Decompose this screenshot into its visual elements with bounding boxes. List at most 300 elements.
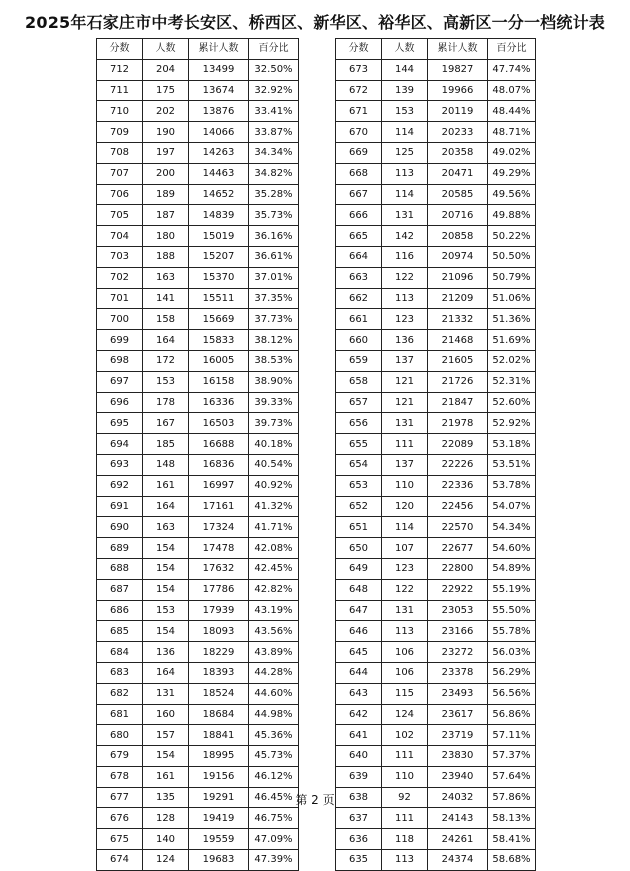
count-cell: 114 <box>382 517 428 538</box>
cumulative-cell: 23940 <box>428 766 488 787</box>
cumulative-cell: 18093 <box>189 621 249 642</box>
score-cell: 658 <box>336 371 382 392</box>
score-cell: 678 <box>97 766 143 787</box>
cumulative-cell: 18393 <box>189 662 249 683</box>
table-row <box>336 288 536 309</box>
percent-cell: 55.19% <box>488 579 536 600</box>
table-row <box>336 642 536 663</box>
table-row <box>336 766 536 787</box>
count-cell: 189 <box>143 184 189 205</box>
percent-cell: 54.07% <box>488 496 536 517</box>
table-row <box>336 163 536 184</box>
count-cell: 154 <box>143 538 189 559</box>
percent-cell: 36.61% <box>249 246 299 267</box>
table-row <box>336 496 536 517</box>
count-cell: 202 <box>143 101 189 122</box>
cumulative-cell: 15019 <box>189 226 249 247</box>
cumulative-cell: 19559 <box>189 829 249 850</box>
percent-cell: 51.06% <box>488 288 536 309</box>
cumulative-cell: 21726 <box>428 371 488 392</box>
score-cell: 656 <box>336 413 382 434</box>
cumulative-cell: 16836 <box>189 454 249 475</box>
cumulative-cell: 17324 <box>189 517 249 538</box>
cumulative-cell: 22677 <box>428 538 488 559</box>
cumulative-cell: 18684 <box>189 704 249 725</box>
cumulative-cell: 23617 <box>428 704 488 725</box>
score-cell: 651 <box>336 517 382 538</box>
score-cell: 711 <box>97 80 143 101</box>
percent-cell: 55.50% <box>488 600 536 621</box>
percent-cell: 56.56% <box>488 683 536 704</box>
count-cell: 164 <box>143 662 189 683</box>
score-cell: 696 <box>97 392 143 413</box>
count-cell: 144 <box>382 59 428 80</box>
cumulative-cell: 21468 <box>428 330 488 351</box>
percent-cell: 38.12% <box>249 330 299 351</box>
table-row <box>336 579 536 600</box>
table-row <box>97 371 299 392</box>
score-cell: 647 <box>336 600 382 621</box>
table-row <box>336 205 536 226</box>
cumulative-cell: 16997 <box>189 475 249 496</box>
score-cell: 676 <box>97 808 143 829</box>
score-cell: 662 <box>336 288 382 309</box>
score-cell: 639 <box>336 766 382 787</box>
score-cell: 682 <box>97 683 143 704</box>
score-cell: 710 <box>97 101 143 122</box>
cumulative-cell: 22089 <box>428 434 488 455</box>
page-number: 第 2 页 <box>295 793 335 807</box>
percent-cell: 57.37% <box>488 746 536 767</box>
table-row <box>97 621 299 642</box>
table-row <box>336 392 536 413</box>
score-cell: 698 <box>97 350 143 371</box>
table-body <box>336 59 536 870</box>
percent-cell: 49.88% <box>488 205 536 226</box>
score-cell: 694 <box>97 434 143 455</box>
count-cell: 136 <box>143 642 189 663</box>
score-cell: 681 <box>97 704 143 725</box>
count-cell: 114 <box>382 184 428 205</box>
header-score: 分数 <box>97 39 143 60</box>
table-row <box>336 226 536 247</box>
table-row <box>97 850 299 871</box>
percent-cell: 49.56% <box>488 184 536 205</box>
cumulative-cell: 22456 <box>428 496 488 517</box>
count-cell: 142 <box>382 226 428 247</box>
table-row <box>336 662 536 683</box>
cumulative-cell: 14066 <box>189 122 249 143</box>
percent-cell: 52.60% <box>488 392 536 413</box>
percent-cell: 50.79% <box>488 267 536 288</box>
percent-cell: 32.50% <box>249 59 299 80</box>
count-cell: 131 <box>382 413 428 434</box>
percent-cell: 33.87% <box>249 122 299 143</box>
score-cell: 679 <box>97 746 143 767</box>
score-cell: 683 <box>97 662 143 683</box>
score-cell: 689 <box>97 538 143 559</box>
cumulative-cell: 17161 <box>189 496 249 517</box>
count-cell: 131 <box>143 683 189 704</box>
percent-cell: 57.11% <box>488 725 536 746</box>
cumulative-cell: 14463 <box>189 163 249 184</box>
score-cell: 667 <box>336 184 382 205</box>
score-cell: 673 <box>336 59 382 80</box>
percent-cell: 41.71% <box>249 517 299 538</box>
count-cell: 123 <box>382 558 428 579</box>
count-cell: 113 <box>382 163 428 184</box>
cumulative-cell: 17939 <box>189 600 249 621</box>
table-row <box>97 59 299 80</box>
table-row <box>97 205 299 226</box>
table-row <box>97 309 299 330</box>
table-row <box>336 850 536 871</box>
score-cell: 640 <box>336 746 382 767</box>
cumulative-cell: 20119 <box>428 101 488 122</box>
cumulative-cell: 24374 <box>428 850 488 871</box>
percent-cell: 49.02% <box>488 142 536 163</box>
score-cell: 697 <box>97 371 143 392</box>
percent-cell: 53.78% <box>488 475 536 496</box>
percent-cell: 43.89% <box>249 642 299 663</box>
table-row <box>336 246 536 267</box>
count-cell: 197 <box>143 142 189 163</box>
cumulative-cell: 21096 <box>428 267 488 288</box>
score-cell: 703 <box>97 246 143 267</box>
cumulative-cell: 17786 <box>189 579 249 600</box>
cumulative-cell: 21332 <box>428 309 488 330</box>
count-cell: 135 <box>143 787 189 808</box>
count-cell: 164 <box>143 496 189 517</box>
table-row <box>97 330 299 351</box>
table-row <box>336 142 536 163</box>
score-cell: 642 <box>336 704 382 725</box>
table-row <box>336 600 536 621</box>
cumulative-cell: 23378 <box>428 662 488 683</box>
count-cell: 178 <box>143 392 189 413</box>
count-cell: 111 <box>382 808 428 829</box>
percent-cell: 35.28% <box>249 184 299 205</box>
count-cell: 140 <box>143 829 189 850</box>
percent-cell: 46.75% <box>249 808 299 829</box>
count-cell: 118 <box>382 829 428 850</box>
cumulative-cell: 20358 <box>428 142 488 163</box>
percent-cell: 55.78% <box>488 621 536 642</box>
count-cell: 153 <box>143 371 189 392</box>
score-cell: 700 <box>97 309 143 330</box>
score-cell: 691 <box>97 496 143 517</box>
percent-cell: 44.28% <box>249 662 299 683</box>
count-cell: 190 <box>143 122 189 143</box>
cumulative-cell: 23053 <box>428 600 488 621</box>
score-cell: 668 <box>336 163 382 184</box>
header-count: 人数 <box>143 39 189 60</box>
percent-cell: 45.36% <box>249 725 299 746</box>
table-row <box>97 454 299 475</box>
percent-cell: 32.92% <box>249 80 299 101</box>
count-cell: 122 <box>382 579 428 600</box>
count-cell: 167 <box>143 413 189 434</box>
cumulative-cell: 15833 <box>189 330 249 351</box>
table-row <box>336 309 536 330</box>
cumulative-cell: 15511 <box>189 288 249 309</box>
score-cell: 669 <box>336 142 382 163</box>
percent-cell: 58.41% <box>488 829 536 850</box>
score-cell: 643 <box>336 683 382 704</box>
cumulative-cell: 21209 <box>428 288 488 309</box>
percent-cell: 47.39% <box>249 850 299 871</box>
cumulative-cell: 15370 <box>189 267 249 288</box>
table-row <box>97 746 299 767</box>
percent-cell: 43.56% <box>249 621 299 642</box>
score-cell: 706 <box>97 184 143 205</box>
score-cell: 637 <box>336 808 382 829</box>
count-cell: 154 <box>143 579 189 600</box>
table-row <box>336 704 536 725</box>
table-row <box>97 434 299 455</box>
score-cell: 677 <box>97 787 143 808</box>
count-cell: 106 <box>382 642 428 663</box>
table-row <box>97 558 299 579</box>
table-row <box>97 600 299 621</box>
percent-cell: 56.86% <box>488 704 536 725</box>
percent-cell: 34.82% <box>249 163 299 184</box>
table-row <box>336 829 536 850</box>
percent-cell: 37.35% <box>249 288 299 309</box>
table-row <box>97 662 299 683</box>
score-cell: 680 <box>97 725 143 746</box>
percent-cell: 53.51% <box>488 454 536 475</box>
percent-cell: 52.31% <box>488 371 536 392</box>
count-cell: 154 <box>143 621 189 642</box>
table-row <box>97 517 299 538</box>
count-cell: 123 <box>382 309 428 330</box>
percent-cell: 39.73% <box>249 413 299 434</box>
percent-cell: 34.34% <box>249 142 299 163</box>
score-cell: 685 <box>97 621 143 642</box>
count-cell: 120 <box>382 496 428 517</box>
header-percent: 百分比 <box>488 39 536 60</box>
percent-cell: 48.07% <box>488 80 536 101</box>
score-cell: 705 <box>97 205 143 226</box>
cumulative-cell: 13499 <box>189 59 249 80</box>
table-row <box>336 59 536 80</box>
cumulative-cell: 15207 <box>189 246 249 267</box>
score-table-right <box>335 38 536 871</box>
count-cell: 163 <box>143 267 189 288</box>
table-row <box>336 371 536 392</box>
table-row <box>336 808 536 829</box>
count-cell: 113 <box>382 850 428 871</box>
count-cell: 141 <box>143 288 189 309</box>
count-cell: 131 <box>382 600 428 621</box>
table-row <box>336 621 536 642</box>
table-row <box>336 122 536 143</box>
count-cell: 121 <box>382 371 428 392</box>
table-row <box>336 413 536 434</box>
count-cell: 110 <box>382 475 428 496</box>
table-row <box>97 725 299 746</box>
percent-cell: 52.92% <box>488 413 536 434</box>
cumulative-cell: 18995 <box>189 746 249 767</box>
score-cell: 645 <box>336 642 382 663</box>
cumulative-cell: 22570 <box>428 517 488 538</box>
table-row <box>336 725 536 746</box>
score-cell: 644 <box>336 662 382 683</box>
cumulative-cell: 17632 <box>189 558 249 579</box>
table-row <box>97 288 299 309</box>
table-header-row <box>336 39 536 60</box>
table-row <box>97 579 299 600</box>
table-row <box>97 246 299 267</box>
cumulative-cell: 19827 <box>428 59 488 80</box>
table-row <box>97 704 299 725</box>
table-row <box>97 766 299 787</box>
count-cell: 185 <box>143 434 189 455</box>
count-cell: 137 <box>382 454 428 475</box>
cumulative-cell: 16503 <box>189 413 249 434</box>
percent-cell: 39.33% <box>249 392 299 413</box>
count-cell: 136 <box>382 330 428 351</box>
score-cell: 690 <box>97 517 143 538</box>
count-cell: 153 <box>382 101 428 122</box>
score-cell: 650 <box>336 538 382 559</box>
cumulative-cell: 18524 <box>189 683 249 704</box>
count-cell: 154 <box>143 746 189 767</box>
score-cell: 674 <box>97 850 143 871</box>
percent-cell: 42.82% <box>249 579 299 600</box>
percent-cell: 45.73% <box>249 746 299 767</box>
cumulative-cell: 19966 <box>428 80 488 101</box>
cumulative-cell: 19291 <box>189 787 249 808</box>
percent-cell: 40.18% <box>249 434 299 455</box>
count-cell: 131 <box>382 205 428 226</box>
score-table-left <box>96 38 299 871</box>
cumulative-cell: 23166 <box>428 621 488 642</box>
percent-cell: 56.03% <box>488 642 536 663</box>
score-cell: 707 <box>97 163 143 184</box>
count-cell: 92 <box>382 787 428 808</box>
percent-cell: 43.19% <box>249 600 299 621</box>
count-cell: 161 <box>143 475 189 496</box>
cumulative-cell: 18229 <box>189 642 249 663</box>
percent-cell: 57.64% <box>488 766 536 787</box>
count-cell: 180 <box>143 226 189 247</box>
percent-cell: 50.50% <box>488 246 536 267</box>
table-row <box>336 538 536 559</box>
cumulative-cell: 13876 <box>189 101 249 122</box>
table-row <box>336 517 536 538</box>
percent-cell: 51.69% <box>488 330 536 351</box>
score-cell: 693 <box>97 454 143 475</box>
score-cell: 665 <box>336 226 382 247</box>
cumulative-cell: 16158 <box>189 371 249 392</box>
score-cell: 704 <box>97 226 143 247</box>
percent-cell: 40.92% <box>249 475 299 496</box>
count-cell: 102 <box>382 725 428 746</box>
score-cell: 635 <box>336 850 382 871</box>
score-cell: 663 <box>336 267 382 288</box>
table-row <box>97 475 299 496</box>
count-cell: 115 <box>382 683 428 704</box>
score-cell: 649 <box>336 558 382 579</box>
cumulative-cell: 16688 <box>189 434 249 455</box>
table-row <box>336 330 536 351</box>
header-percent: 百分比 <box>249 39 299 60</box>
score-cell: 652 <box>336 496 382 517</box>
cumulative-cell: 21605 <box>428 350 488 371</box>
cumulative-cell: 20974 <box>428 246 488 267</box>
table-row <box>97 101 299 122</box>
percent-cell: 44.60% <box>249 683 299 704</box>
score-cell: 702 <box>97 267 143 288</box>
cumulative-cell: 21847 <box>428 392 488 413</box>
score-cell: 699 <box>97 330 143 351</box>
count-cell: 175 <box>143 80 189 101</box>
table-row <box>97 683 299 704</box>
cumulative-cell: 16336 <box>189 392 249 413</box>
cumulative-cell: 13674 <box>189 80 249 101</box>
table-row <box>336 267 536 288</box>
count-cell: 200 <box>143 163 189 184</box>
score-cell: 672 <box>336 80 382 101</box>
table-row <box>336 184 536 205</box>
table-row <box>97 80 299 101</box>
score-cell: 686 <box>97 600 143 621</box>
cumulative-cell: 20585 <box>428 184 488 205</box>
cumulative-cell: 14652 <box>189 184 249 205</box>
score-cell: 701 <box>97 288 143 309</box>
cumulative-cell: 20471 <box>428 163 488 184</box>
header-cumulative: 累计人数 <box>189 39 249 60</box>
table-header-row <box>97 39 299 60</box>
table-row <box>336 101 536 122</box>
count-cell: 188 <box>143 246 189 267</box>
percent-cell: 54.60% <box>488 538 536 559</box>
cumulative-cell: 16005 <box>189 350 249 371</box>
score-cell: 709 <box>97 122 143 143</box>
score-cell: 660 <box>336 330 382 351</box>
cumulative-cell: 15669 <box>189 309 249 330</box>
cumulative-cell: 24261 <box>428 829 488 850</box>
table-row <box>97 122 299 143</box>
percent-cell: 37.01% <box>249 267 299 288</box>
cumulative-cell: 19683 <box>189 850 249 871</box>
count-cell: 160 <box>143 704 189 725</box>
score-cell: 692 <box>97 475 143 496</box>
table-row <box>97 350 299 371</box>
table-row <box>97 163 299 184</box>
score-cell: 688 <box>97 558 143 579</box>
count-cell: 124 <box>143 850 189 871</box>
count-cell: 154 <box>143 558 189 579</box>
header-cumulative: 累计人数 <box>428 39 488 60</box>
percent-cell: 49.29% <box>488 163 536 184</box>
score-cell: 708 <box>97 142 143 163</box>
page-title: 2025年石家庄市中考长安区、桥西区、新华区、裕华区、高新区一分一档统计表 <box>25 13 605 32</box>
count-cell: 111 <box>382 434 428 455</box>
percent-cell: 36.16% <box>249 226 299 247</box>
table-row <box>97 226 299 247</box>
percent-cell: 56.29% <box>488 662 536 683</box>
percent-cell: 50.22% <box>488 226 536 247</box>
percent-cell: 51.36% <box>488 309 536 330</box>
score-cell: 712 <box>97 59 143 80</box>
count-cell: 107 <box>382 538 428 559</box>
count-cell: 161 <box>143 766 189 787</box>
count-cell: 153 <box>143 600 189 621</box>
table-row <box>97 184 299 205</box>
